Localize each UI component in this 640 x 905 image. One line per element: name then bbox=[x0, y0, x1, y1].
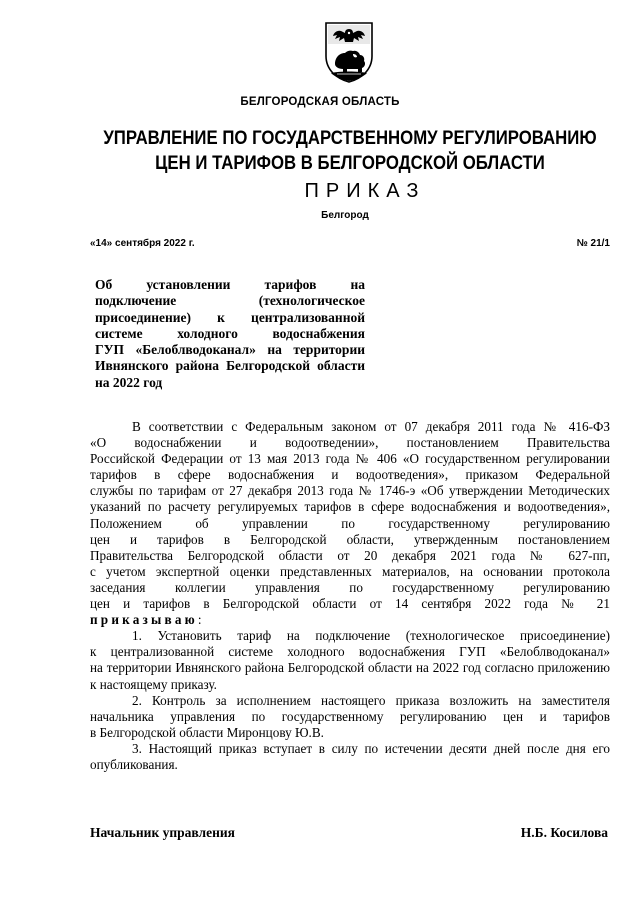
preamble-line: Правительства Белгородской области от 20 декабря 2021 года № 627-пп, bbox=[90, 547, 610, 563]
preamble-line: службы по тарифам от 27 декабря 2013 года № 1746-э «Об утверждении Методических bbox=[90, 483, 610, 499]
issue-city: Белгород bbox=[321, 210, 369, 221]
preamble-line: «О водоснабжении и водоотведении», постановлением Правительства bbox=[90, 435, 610, 451]
preamble-line: цен и тарифов в Белгородской области, утвержденным постановлением bbox=[90, 531, 610, 547]
preamble-line: цен и тарифов в Белгородской области от 14 сентября 2022 года № 21 bbox=[90, 596, 610, 612]
signatory-name: Н.Б. Косилова bbox=[520, 825, 608, 840]
order-operative-line bbox=[90, 612, 610, 628]
agency-name-line-1: УПРАВЛЕНИЕ ПО ГОСУДАРСТВЕННОМУ РЕГУЛИРОВАНИЮ bbox=[103, 127, 597, 149]
agency-name-line-2: ЦЕН И ТАРИФОВ В БЕЛГОРОДСКОЙ ОБЛАСТИ bbox=[155, 152, 545, 174]
order-colon: : bbox=[197, 612, 202, 628]
preamble-line: с учетом экспертной оценки представленных материалов, на основании протокола bbox=[90, 563, 610, 579]
region-name: БЕЛГОРОДСКАЯ ОБЛАСТЬ bbox=[240, 96, 400, 108]
item-3-line: 3. Настоящий приказ вступает в силу по истечении десяти дней после дня его bbox=[132, 740, 610, 756]
item-2-line: в Белгородской области Миронцову Ю.В. bbox=[90, 724, 324, 740]
item-1-line: к централизованной системе холодного водоснабжения ГУП «Белоблводоканал» bbox=[90, 644, 610, 660]
subject-line: ГУП «Белоблводоканал» на территории bbox=[95, 342, 365, 358]
item-1-line: 1. Установить тариф на подключение (технологическое присоединение) bbox=[132, 628, 610, 644]
document-number: № 21/1 bbox=[576, 238, 610, 249]
subject-line: Ивнянского района Белгородской области bbox=[95, 358, 365, 374]
preamble-line: Российской Федерации от 13 мая 2013 года № 406 «О государственном регулировании bbox=[90, 451, 610, 467]
document-subject bbox=[95, 277, 365, 391]
subject-line: Об установлении тарифов на bbox=[95, 277, 365, 292]
coat-of-arms-icon bbox=[323, 20, 375, 84]
item-2-line: 2. Контроль за исполнением настоящего приказа возложить на заместителя bbox=[132, 692, 610, 708]
preamble-line: В соответствии с Федеральным законом от 07 декабря 2011 года № 416-ФЗ bbox=[132, 419, 610, 434]
document-type-title: ПРИКАЗ bbox=[304, 180, 426, 202]
preamble-line: тарифов в сфере водоснабжения и водоотведения», приказом Федеральной bbox=[90, 467, 610, 483]
signatory-title: Начальник управления bbox=[90, 825, 235, 840]
subject-line: присоединение) к централизованной bbox=[95, 309, 365, 325]
item-2-line: начальника управления по государственному регулированию цен и тарифов bbox=[90, 708, 610, 724]
subject-line: подключение (технологическое bbox=[95, 293, 365, 309]
issue-date: «14» сентября 2022 г. bbox=[90, 238, 195, 249]
document-body bbox=[90, 419, 610, 773]
preamble-line: заседания коллегии управления по государственному регулированию bbox=[90, 579, 610, 595]
preamble-line: указаний по расчету регулируемых тарифов в сфере водоснабжения и водоотведения», bbox=[90, 499, 610, 515]
order-word: приказываю bbox=[90, 612, 198, 628]
item-1-line: к настоящему приказу. bbox=[90, 676, 217, 692]
subject-line: на 2022 год bbox=[95, 374, 163, 390]
item-3-line: опубликования. bbox=[90, 756, 178, 772]
subject-line: системе холодного водоснабжения bbox=[95, 325, 365, 341]
agency-name bbox=[101, 126, 600, 176]
item-1-line: на территории Ивнянского района Белгородской области на 2022 год согласно приложению bbox=[90, 660, 610, 676]
preamble-line: Положением об управлении по государственному регулированию bbox=[90, 515, 610, 531]
